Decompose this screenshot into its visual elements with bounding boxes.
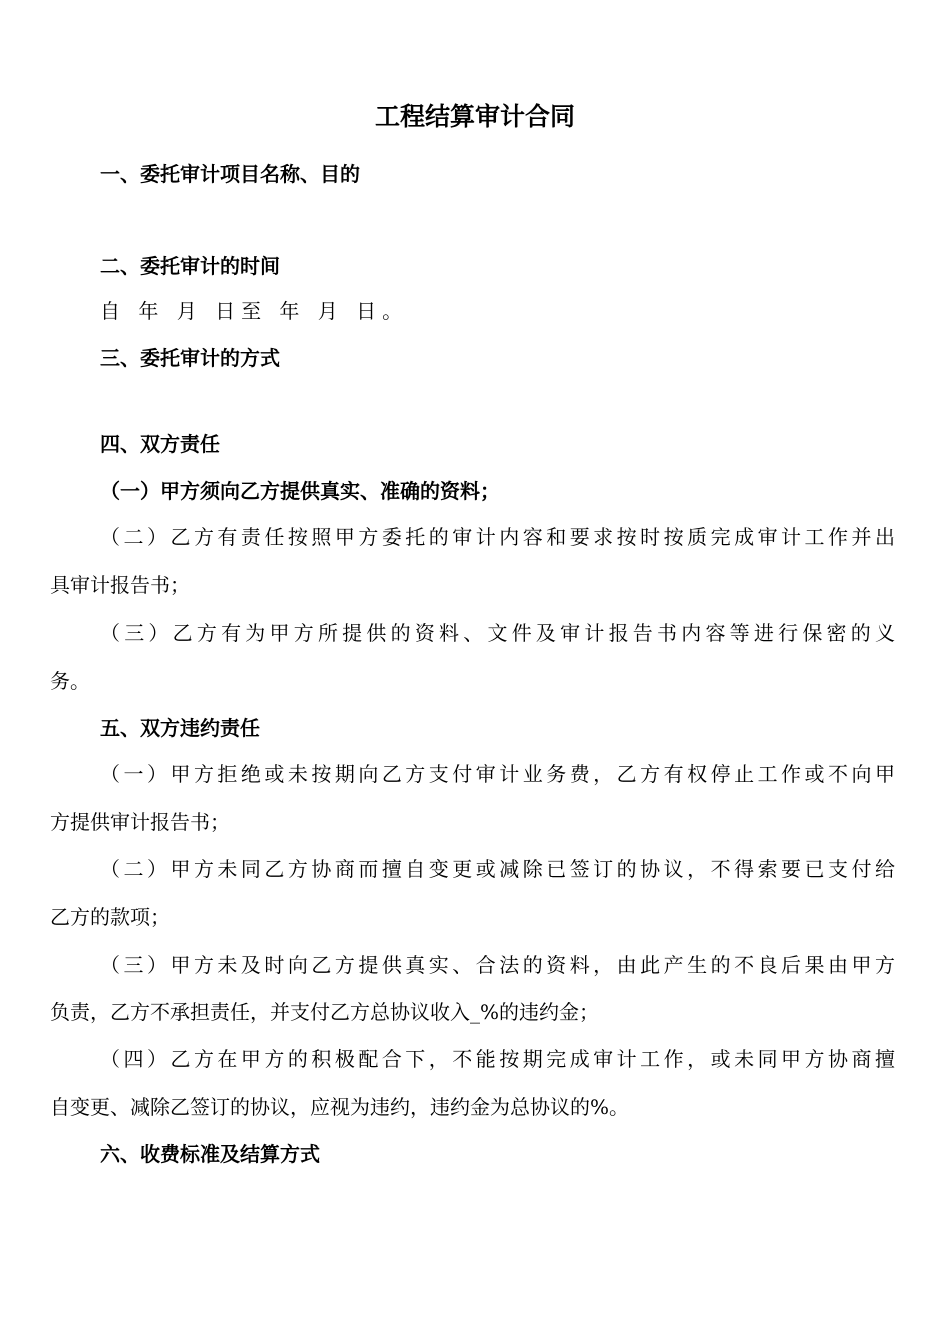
section-1-heading: 一、委托审计项目名称、目的 — [100, 162, 360, 186]
section-4-heading: 四、双方责任 — [100, 432, 220, 456]
section-4-item-2-line-1: （二）乙方有责任按照甲方委托的审计内容和要求按时按质完成审计工作并出 — [100, 525, 895, 549]
section-5-item-3-line-1: （三）甲方未及时向乙方提供真实、合法的资料，由此产生的不良后果由甲方 — [100, 953, 895, 977]
section-4-item-3-line-1: （三）乙方有为甲方所提供的资料、文件及审计报告书内容等进行保密的义 — [100, 621, 895, 645]
section-2-dates: 自 年 月 日至 年 月 日。 — [100, 299, 409, 323]
section-5-heading: 五、双方违约责任 — [100, 716, 260, 740]
section-5-item-4-line-1: （四）乙方在甲方的积极配合下，不能按期完成审计工作，或未同甲方协商擅 — [100, 1047, 895, 1071]
section-4-item-1: （一）甲方须向乙方提供真实、准确的资料； — [100, 479, 500, 503]
section-6-heading: 六、收费标准及结算方式 — [100, 1142, 320, 1166]
section-5-item-3-line-2: 负责，乙方不承担责任，并支付乙方总协议收入_%的违约金； — [50, 1000, 600, 1024]
section-2-heading: 二、委托审计的时间 — [100, 254, 280, 278]
section-4-item-2-line-2: 具审计报告书； — [50, 573, 190, 597]
section-5-item-1-line-1: （一）甲方拒绝或未按期向乙方支付审计业务费，乙方有权停止工作或不向甲 — [100, 762, 895, 786]
section-5-item-2-line-2: 乙方的款项； — [50, 905, 170, 929]
section-5-item-1-line-2: 方提供审计报告书； — [50, 810, 230, 834]
section-5-item-4-line-2: 自变更、减除乙签订的协议，应视为违约，违约金为总协议的%。 — [50, 1095, 630, 1119]
section-3-heading: 三、委托审计的方式 — [100, 346, 280, 370]
page-title: 工程结算审计合同 — [374, 102, 575, 131]
section-4-item-3-line-2: 务。 — [50, 669, 90, 693]
section-5-item-2-line-1: （二）甲方未同乙方协商而擅自变更或减除已签订的协议，不得索要已支付给 — [100, 857, 895, 881]
